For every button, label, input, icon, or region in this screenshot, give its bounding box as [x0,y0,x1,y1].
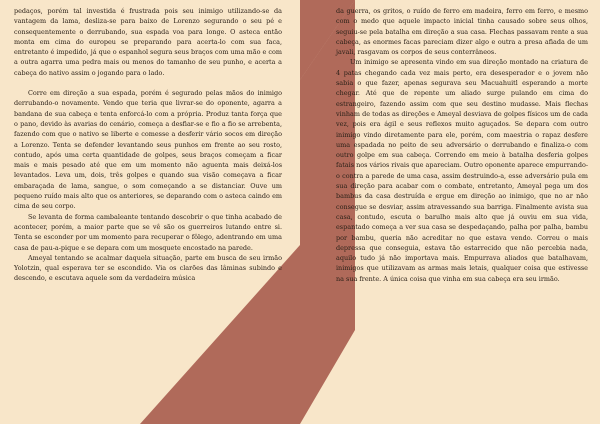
right-paragraph-2: Um inimigo se apresenta vindo em sua direção montado na criatura de 4 patas chegando cada vez mais perto, era desesperador e o jovem não sabia o que fazer, apenas segurava seu Macuahuitl esperando a morte chegar. Até que de repente um aliado surge pulando em cima do estrangeiro, fazendo assim com que seu destino mudasse. Mais flechas vinham de todas as direções e Ameyal desviava de golpes físicos um de cada vez, pois era ágil e seus reflexos muito aguçados. Se depara com outro inimigo vindo diretamente para ele, porém, com maestria o rapaz desfere uma espadada no peito de seu adversário o derrubando e finaliza-o com outro golpe em sua cabeça. Correndo em meio à batalha desferia golpes fatais nos vários rivais que apareciam. Outro oponente aparece empurrando-o contra a parede de uma casa, assim destruindo-a, esse adversário pula em sua direção para acabar com o combate, entretanto, Ameyal pega um dos bambus da casa destruída e ergue em direção ao inimigo, que no ar não consegue se desviar, assim atravessando sua barriga. Finalmente avista sua casa, contudo, escuta o barulho mais alto que já ouviu em sua vida, espantado começa a ver sua casa se despedaçando, palha por palha, bambu por bambu, queria não acreditar no que estava vendo. Correu o mais depressa que conseguia, estava tão estarrecido que não percebia nada, aquilo tudo já não importava mais. Empurrava aliados que batalhavam, inimigos que utilizavam as armas mais letais, qualquer coisa que estivesse na sua frente. A única coisa que vinha em sua cabeça era seu irmão. [336,58,588,283]
left-paragraph-4: Ameyal tentando se acalmar daquela situação, parte em busca de seu irmão Yolotzin, qual esperava ter se escondido. Via os clarões das lâminas subindo e descendo, e escutava aquele som da verdadeira música [14,253,282,283]
left-paragraph-3: Se levanta de forma cambaleante tentando descobrir o que tinha acabado de acontecer, porém, a maior parte que se vê são os guerreiros lutando entre si. Tenta se esconder por um momento para recuperar o fôlego, adentrando em uma casa de pau-a-pique e se depara com um mosquete encostado na parede. [14,212,282,252]
left-paragraph-2: Corre em direção a sua espada, porém é segurado pelas mãos do inimigo derrubando-o novamente. Vendo que teria que livrar-se do oponente, agarra a bandana de sua cabeça e tenta enforcá-lo com a própria. Produz tanta força que o pano, devido às avarias do cenário, começa a desfiar-se e fio a fio se arrebenta, fazendo com que o nativo se liberte e comesse a desferir vário socos em direção a Lorenzo. Tenta se defender levantando seus punhos em frente ao seu rosto, contudo, após uma certa quantidade de golpes, seus braços começam a ficar mais e mais pesado até que em um momento não aguenta mais deixá-los levantados. Leva um, dois, três golpes e quando sua visão começava a ficar embaraçada de lama, sangue, o som começando a se distanciar. Ouve um pequeno ruído mais alto que os anteriores, se deparando com o asteca caindo em cima de seu corpo. [14,89,282,211]
right-page-text [336,6,588,284]
left-page-text [14,6,282,284]
right-paragraph-1: da guerra, os gritos, o ruído de ferro em madeira, ferro em ferro, e mesmo com o medo que aquele impacto inicial tinha causado sobre seus olhos, seguiu-se pela batalha em direção a sua casa. Flechas passavam rente a sua cabeça, as enormes facas pareciam dizer algo e outra a presa afiada de um javali, rasgavam os corpos de seus conterrâneos. [336,7,588,57]
left-paragraph-1: pedaços, porém tal investida é frustrada pois seu inimigo utilizando-se da vantagem da lama, desliza-se para baixo de Lorenzo segurando o seu pé e consequentemente o derrubando, sua espada voa para longe. O asteca então monta em cima do europeu se preparando para acerta-lo com sua faca, entretanto é impedido, já que o espanhol segura seus braços com uma mão e com a outra agarra uma pedra mais ou menos do tamanho de seu punho, e acerta a cabeça do nativo assim o jogando para o lado. [14,7,282,77]
